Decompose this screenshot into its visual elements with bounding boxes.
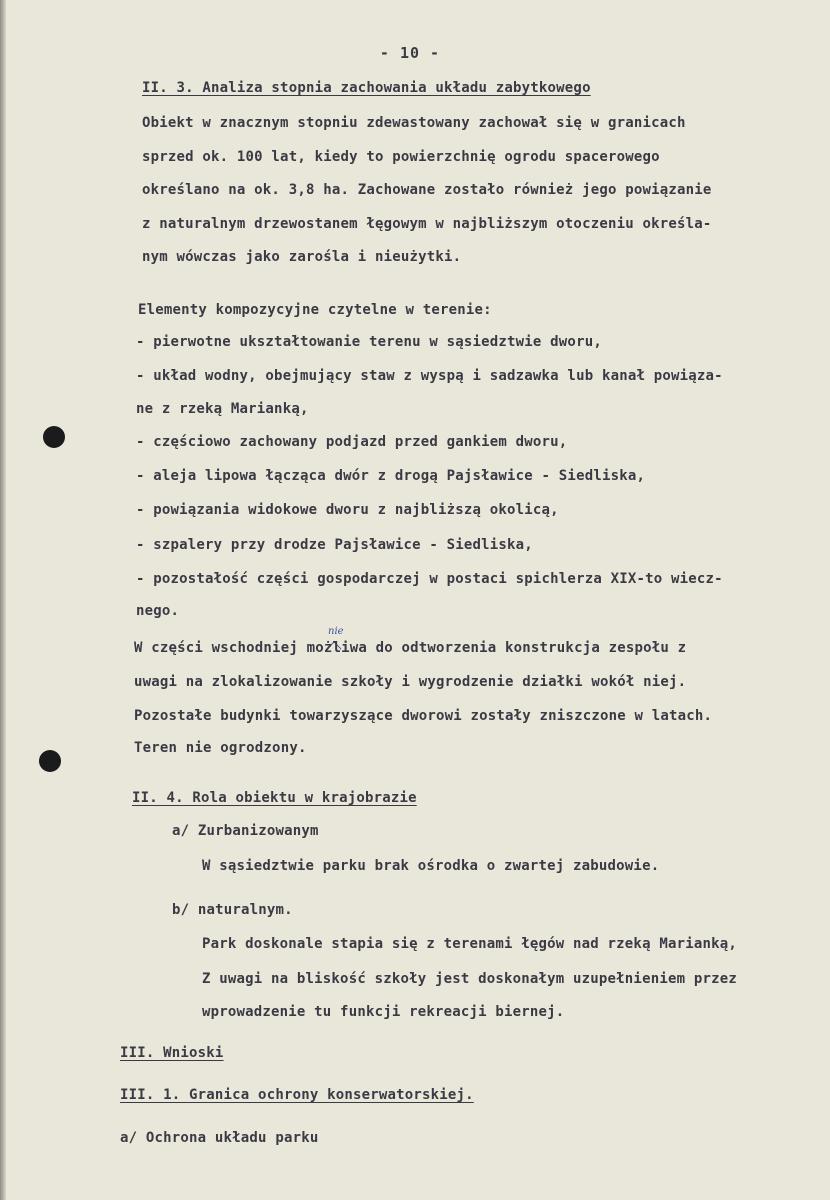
section-heading-3-1: III. 1. Granica ochrony konserwatorskiej. (120, 1087, 474, 1103)
subsection-label: b/ naturalnym. (172, 902, 293, 918)
section-heading-2-3: II. 3. Analiza stopnia zachowania układu zabytkowego (142, 80, 591, 96)
subsection-label: a/ Zurbanizowanym (172, 823, 319, 839)
text-line: Teren nie ogrodzony. (134, 740, 307, 756)
text-line: uwagi na zlokalizowanie szkoły i wygrodzenie działki wokół niej. (134, 674, 687, 690)
list-item-continuation: nego. (136, 603, 180, 619)
text-line: wprowadzenie tu funkcji rekreacji biernej. (202, 1004, 565, 1020)
paper-edge (0, 0, 6, 1200)
section-heading-3: III. Wnioski (120, 1045, 224, 1061)
text-line: W części wschodniej możliwa do odtworzenia konstrukcja zespołu z (134, 640, 687, 656)
text-line: W sąsiedztwie parku brak ośrodka o zwartej zabudowie. (202, 858, 660, 874)
page-number: - 10 - (379, 44, 441, 62)
text-line: Pozostałe budynki towarzyszące dworowi zostały zniszczone w latach. (134, 708, 713, 724)
text-line: nym wówczas jako zarośla i nieużytki. (142, 249, 462, 265)
text-line: Z uwagi na bliskość szkoły jest doskonałym uzupełnieniem przez (202, 971, 737, 987)
list-item: - szpalery przy drodze Pajsławice - Siedliska, (136, 537, 533, 553)
punch-hole-top (43, 426, 65, 448)
punch-hole-bottom (39, 750, 61, 772)
text-line: Obiekt w znacznym stopniu zdewastowany zachował się w granicach (142, 115, 686, 131)
subsection-label: a/ Ochrona układu parku (120, 1130, 319, 1146)
list-item: - częściowo zachowany podjazd przed gankiem dworu, (136, 434, 568, 450)
list-item: - układ wodny, obejmujący staw z wyspą i sadzawka lub kanał powiąza- (136, 368, 723, 384)
text-line: z naturalnym drzewostanem łęgowym w najbliższym otoczeniu określa- (142, 216, 712, 232)
list-item: - pierwotne ukształtowanie terenu w sąsiedztwie dworu, (136, 334, 602, 350)
handwritten-note: nie (328, 626, 344, 637)
text-line: Park doskonale stapia się z terenami łęgów nad rzeką Marianką, (202, 936, 737, 952)
text-line: określano na ok. 3,8 ha. Zachowane zostało również jego powiązanie (142, 182, 712, 198)
list-item: - powiązania widokowe dworu z najbliższą okolicą, (136, 502, 559, 518)
list-item: - pozostałość części gospodarczej w postaci spichlerza XIX-to wiecz- (136, 571, 723, 587)
list-heading: Elementy kompozycyjne czytelne w terenie: (138, 302, 492, 318)
text-line: sprzed ok. 100 lat, kiedy to powierzchnię ogrodu spacerowego (142, 149, 660, 165)
section-heading-2-4: II. 4. Rola obiektu w krajobrazie (132, 790, 417, 806)
list-item-continuation: ne z rzeką Marianką, (136, 401, 309, 417)
list-item: - aleja lipowa łącząca dwór z drogą Pajsławice - Siedliska, (136, 468, 646, 484)
